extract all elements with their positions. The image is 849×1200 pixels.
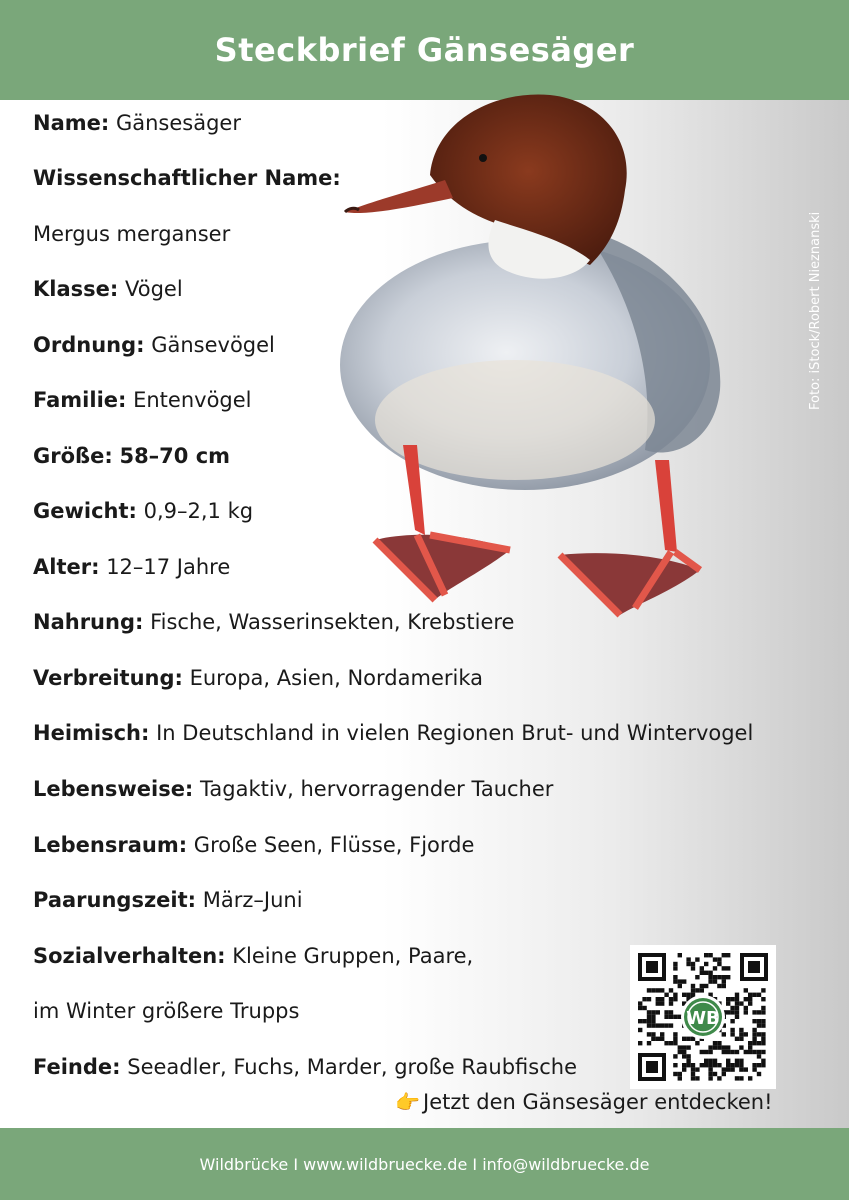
bird-beak [345,180,453,213]
page-title: Steckbrief Gänsesäger [214,31,635,69]
qr-logo-text: WB [686,1008,720,1029]
pointing-hand-icon: 👉 [395,1090,420,1114]
fact-name: Name: Gänsesäger [33,111,241,135]
fact-social-behavior: Sozialverhalten: Kleine Gruppen, Paare, [33,944,474,968]
cta-line[interactable] [395,1090,773,1114]
fact-scientific-name-value: Mergus merganser [33,222,231,246]
fact-lifestyle: Lebensweise: Tagaktiv, hervorragender Taucher [33,777,554,801]
fact-size: Größe: 58–70 cm [33,444,231,468]
photo-credit: Foto: iStock/Robert Nieznanski [808,211,823,410]
footer-bar [0,1128,849,1200]
fact-order: Ordnung: Gänsevögel [33,333,275,357]
fact-mating-season: Paarungszeit: März–Juni [33,888,303,912]
fact-distribution: Verbreitung: Europa, Asien, Nordamerika [33,666,483,690]
fact-weight: Gewicht: 0,9–2,1 kg [33,499,254,523]
fact-social-behavior-cont: im Winter größere Trupps [33,999,300,1023]
footer-contact: Wildbrücke I www.wildbruecke.de I info@wildbruecke.de [199,1154,650,1174]
merganser-illustration [335,80,735,625]
bird-eye [479,154,487,162]
fact-class: Klasse: Vögel [33,277,183,301]
fact-diet: Nahrung: Fische, Wasserinsekten, Krebstiere [33,610,515,634]
fact-age: Alter: 12–17 Jahre [33,555,231,579]
fact-family: Familie: Entenvögel [33,388,252,412]
cta-text: Jetzt den Gänsesäger entdecken! [423,1090,773,1114]
fact-enemies: Feinde: Seeadler, Fuchs, Marder, große Raubfische [33,1055,577,1079]
fact-scientific-name-label: Wissenschaftlicher Name: [33,166,341,190]
fact-native: Heimisch: In Deutschland in vielen Regionen Brut- und Wintervogel [33,721,754,745]
fact-habitat: Lebensraum: Große Seen, Flüsse, Fjorde [33,833,475,857]
qr-code[interactable] [630,945,776,1089]
qr-code-graphic [630,945,776,1089]
